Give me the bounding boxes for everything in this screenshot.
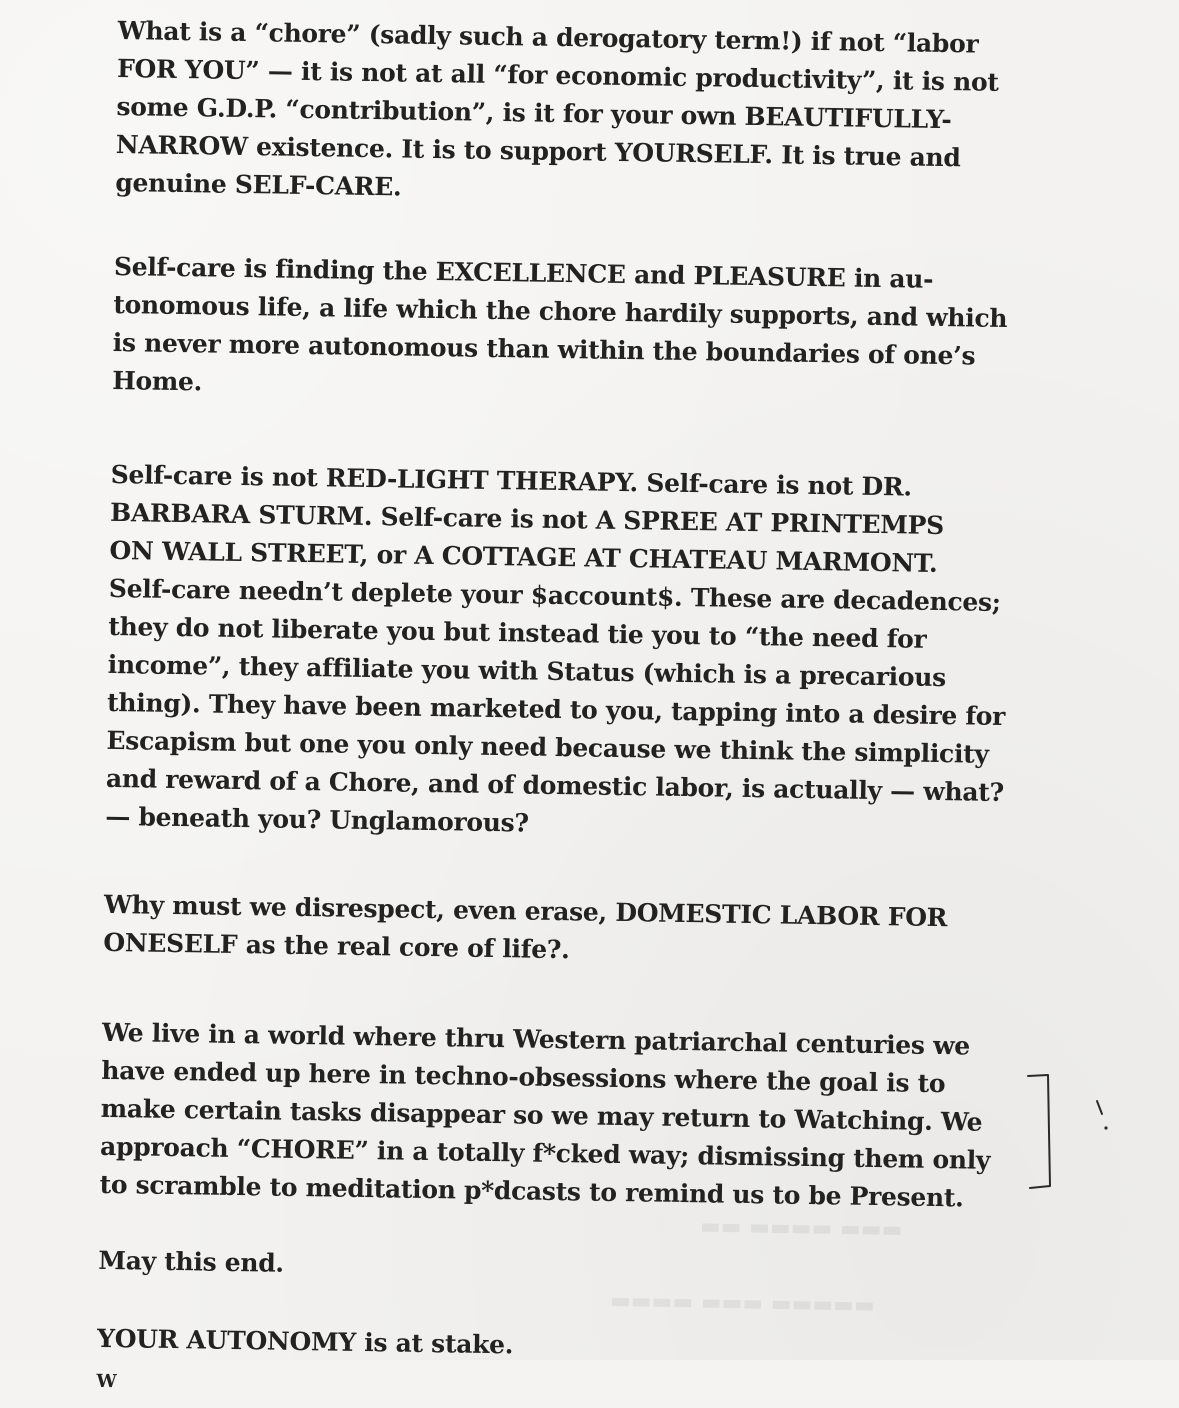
bleed-through-text: ▬▬ ▬▬▬▬ ▬▬▬: [699, 1213, 903, 1243]
bleed-through-text: ▬▬▬▬ ▬▬▬ ▬▬▬▬▬: [609, 1287, 875, 1319]
signature-initial: W: [96, 1370, 117, 1393]
paragraph-self-care-excellence: Self-care is finding the EXCELLENCE and PLEASURE in au- tonomous life, a life which the chore hardily supports, and which is never more autonomous than within the boundaries of one’s Home.: [111, 251, 1008, 397]
paragraph-chore-definition: What is a “chore” (sadly such a derogatory term!) if not “labor FOR YOU” — it is not at all “for economic productivity”, it is not some G.D.P. “contribution”, is it for your own BEAUTIFULLY- NARROW existence. It is to support YOURSELF. It is true and genuine SELF-CARE.: [115, 15, 999, 202]
hand-drawn-tick-mark: [1094, 1098, 1110, 1134]
paragraph-autonomy: YOUR AUTONOMY is at stake.: [96, 1323, 514, 1360]
hand-drawn-bracket-mark: [1026, 1072, 1054, 1190]
paragraph-may-this-end: May this end.: [98, 1245, 285, 1278]
paragraph-western-world: We live in a world where thru Western patriarchal centuries we have ended up here in techno-obsessions where the goal is to make certain tasks disappear so we may return to Watching. We approach “CHORE” in a totally f*cked way; dismissing them only to scramble to meditation p*dcasts to remind us to be Present.: [99, 1017, 991, 1213]
paragraph-why-disrespect: Why must we disrespect, even erase, DOMESTIC LABOR FOR ONESELF as the real core of life?.: [103, 889, 948, 965]
page-text: [96, 12, 1038, 1408]
paragraph-self-care-not: Self-care is not RED-LIGHT THERAPY. Self-care is not DR. BARBARA STURM. Self-care is not A SPREE AT PRINTEMPS ON WALL STREET, or A COTTAGE AT CHATEAU MARMONT. Self-care needn’t deplete your $account$. These are decadences; they do not liberate you but instead tie you to “the need for income”, they affiliate you with Status (which is a precarious thing). They have been marketed to you, tapping into a desire for Escapism but one you only need because we think the simplicity and reward of a Chore, and of domestic labor, is actually — what? — beneath you? Unglamorous?: [105, 459, 1006, 838]
